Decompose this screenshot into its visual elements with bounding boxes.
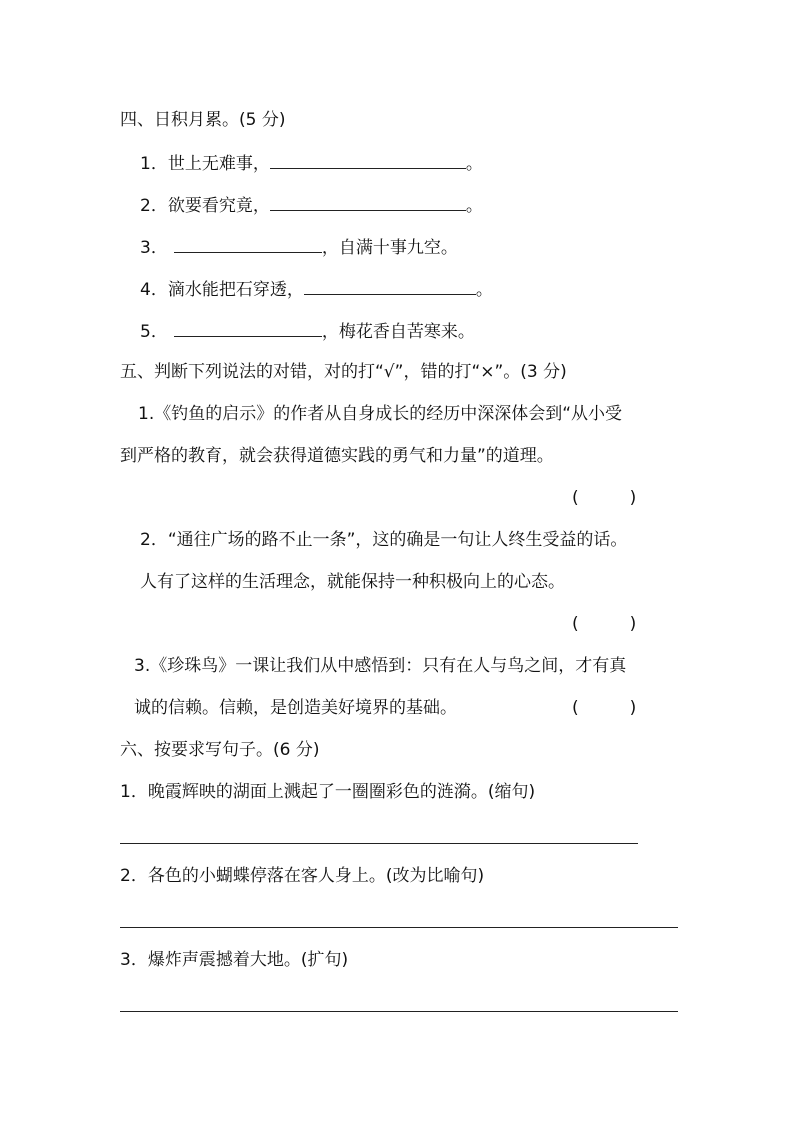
s6-item-3-answer-line[interactable] <box>120 1011 678 1012</box>
s4-item-3-text: ，自满十事九空。 <box>321 238 458 258</box>
s4-item-5-text: ，梅花香自苦寒来。 <box>321 322 475 342</box>
s5-item-1-line2: 到严格的教育，就会获得道德实践的勇气和力量”的道理。 <box>120 446 554 466</box>
s4-item-2-num: 2． <box>140 196 168 216</box>
s4-item-2 <box>140 192 483 218</box>
s4-item-5-blank[interactable] <box>174 318 322 337</box>
s4-item-3 <box>140 234 458 260</box>
s6-item-1-text: 1．晚霞辉映的湖面上溅起了一圈圈彩色的涟漪。(缩句) <box>120 782 536 802</box>
section4-title: 四、日积月累。(5 分) <box>120 110 286 130</box>
s4-item-3-num: 3． <box>140 238 168 258</box>
s5-item-1-line1: 1.《钓鱼的启示》的作者从自身成长的经历中深深体会到“从小受 <box>138 404 623 424</box>
s4-item-1 <box>140 150 483 176</box>
s4-item-4 <box>140 276 493 302</box>
s4-item-1-end: 。 <box>465 154 483 174</box>
s4-item-5 <box>140 318 475 344</box>
s6-item-1-answer-line[interactable] <box>120 843 638 844</box>
section5-title: 五、判断下列说法的对错，对的打“√”，错的打“×”。(3 分) <box>120 362 567 382</box>
s4-item-2-blank[interactable] <box>270 192 466 211</box>
s5-item-3-answer-paren[interactable]: ( ) <box>572 698 637 718</box>
s4-item-5-num: 5． <box>140 322 168 342</box>
s5-item-2-line2: 人有了这样的生活理念，就能保持一种积极向上的心态。 <box>140 572 565 592</box>
s4-item-4-blank[interactable] <box>304 276 476 295</box>
section6-title: 六、按要求写句子。(6 分) <box>120 740 320 760</box>
s4-item-1-num: 1． <box>140 154 168 174</box>
s5-item-3-line2: 诚的信赖。信赖，是创造美好境界的基础。 <box>134 698 457 718</box>
s4-item-2-end: 。 <box>465 196 483 216</box>
s5-item-2-line1: 2．“通往广场的路不止一条”，这的确是一句让人终生受益的话。 <box>140 530 628 550</box>
s4-item-3-blank[interactable] <box>174 234 322 253</box>
s4-item-4-text: 滴水能把石穿透， <box>167 280 304 300</box>
s4-item-1-blank[interactable] <box>270 150 466 169</box>
s6-item-3-text: 3．爆炸声震撼着大地。(扩句) <box>120 950 349 970</box>
s4-item-4-end: 。 <box>475 280 493 300</box>
s4-item-4-num: 4． <box>140 280 168 300</box>
s5-item-2-answer-paren[interactable]: ( ) <box>572 614 637 634</box>
s4-item-2-text: 欲要看究竟， <box>167 196 270 216</box>
s6-item-2-text: 2．各色的小蝴蝶停落在客人身上。(改为比喻句) <box>120 866 485 886</box>
s5-item-3-line1: 3.《珍珠鸟》一课让我们从中感悟到：只有在人与鸟之间，才有真 <box>134 656 627 676</box>
s5-item-1-answer-paren[interactable]: ( ) <box>572 488 637 508</box>
s4-item-1-text: 世上无难事， <box>167 154 270 174</box>
s6-item-2-answer-line[interactable] <box>120 927 678 928</box>
